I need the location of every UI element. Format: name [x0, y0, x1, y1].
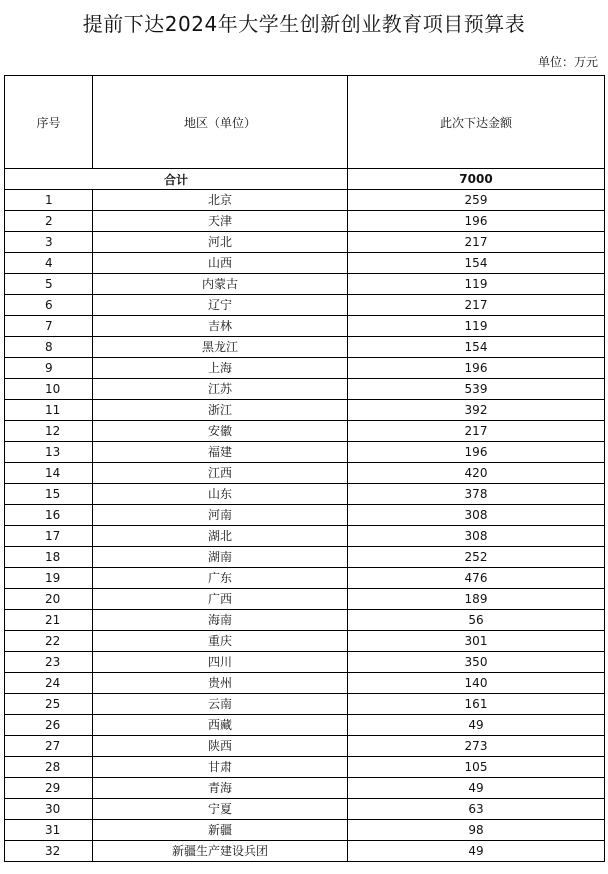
table-body	[5, 169, 605, 862]
region-cell: 北京	[93, 190, 348, 211]
seq-cell: 30	[5, 799, 93, 820]
seq-cell: 11	[5, 400, 93, 421]
amount-cell: 420	[348, 463, 605, 484]
amount-cell: 476	[348, 568, 605, 589]
region-cell: 重庆	[93, 631, 348, 652]
region-cell: 上海	[93, 358, 348, 379]
region-cell: 内蒙古	[93, 274, 348, 295]
table-row	[5, 757, 605, 778]
region-cell: 山东	[93, 484, 348, 505]
table-row	[5, 841, 605, 862]
seq-cell: 27	[5, 736, 93, 757]
seq-cell: 24	[5, 673, 93, 694]
table-row	[5, 505, 605, 526]
seq-cell: 23	[5, 652, 93, 673]
amount-cell: 154	[348, 253, 605, 274]
seq-cell: 28	[5, 757, 93, 778]
header-region: 地区（单位）	[93, 76, 348, 169]
seq-cell: 14	[5, 463, 93, 484]
budget-table	[4, 75, 605, 862]
seq-cell: 16	[5, 505, 93, 526]
table-row	[5, 463, 605, 484]
amount-cell: 63	[348, 799, 605, 820]
amount-cell: 56	[348, 610, 605, 631]
table-row	[5, 526, 605, 547]
table-row	[5, 379, 605, 400]
table-row	[5, 484, 605, 505]
amount-cell: 350	[348, 652, 605, 673]
region-cell: 海南	[93, 610, 348, 631]
page-title: 提前下达2024年大学生创新创业教育项目预算表	[82, 12, 526, 36]
table-row	[5, 673, 605, 694]
amount-cell: 308	[348, 505, 605, 526]
seq-cell: 32	[5, 841, 93, 862]
header-seq: 序号	[5, 76, 93, 169]
region-cell: 江西	[93, 463, 348, 484]
table-row	[5, 652, 605, 673]
region-cell: 安徽	[93, 421, 348, 442]
amount-cell: 161	[348, 694, 605, 715]
amount-cell: 252	[348, 547, 605, 568]
seq-cell: 3	[5, 232, 93, 253]
table-row	[5, 589, 605, 610]
region-cell: 黑龙江	[93, 337, 348, 358]
table-row	[5, 316, 605, 337]
region-cell: 湖北	[93, 526, 348, 547]
amount-cell: 392	[348, 400, 605, 421]
seq-cell: 26	[5, 715, 93, 736]
region-cell: 辽宁	[93, 295, 348, 316]
seq-cell: 12	[5, 421, 93, 442]
amount-cell: 189	[348, 589, 605, 610]
region-cell: 四川	[93, 652, 348, 673]
table-row	[5, 715, 605, 736]
region-cell: 新疆生产建设兵团	[93, 841, 348, 862]
amount-cell: 105	[348, 757, 605, 778]
amount-cell: 259	[348, 190, 605, 211]
region-cell: 河北	[93, 232, 348, 253]
region-cell: 江苏	[93, 379, 348, 400]
amount-cell: 217	[348, 232, 605, 253]
region-cell: 宁夏	[93, 799, 348, 820]
table-row	[5, 190, 605, 211]
region-cell: 天津	[93, 211, 348, 232]
region-cell: 湖南	[93, 547, 348, 568]
table-row	[5, 274, 605, 295]
seq-cell: 15	[5, 484, 93, 505]
seq-cell: 19	[5, 568, 93, 589]
amount-cell: 217	[348, 295, 605, 316]
table-row	[5, 358, 605, 379]
seq-cell: 29	[5, 778, 93, 799]
amount-cell: 217	[348, 421, 605, 442]
total-value: 7000	[348, 169, 605, 190]
amount-cell: 308	[348, 526, 605, 547]
amount-cell: 378	[348, 484, 605, 505]
region-cell: 贵州	[93, 673, 348, 694]
table-row	[5, 631, 605, 652]
amount-cell: 154	[348, 337, 605, 358]
table-row	[5, 400, 605, 421]
seq-cell: 9	[5, 358, 93, 379]
amount-cell: 98	[348, 820, 605, 841]
table-row	[5, 421, 605, 442]
table-row	[5, 442, 605, 463]
amount-cell: 196	[348, 442, 605, 463]
region-cell: 新疆	[93, 820, 348, 841]
table-row	[5, 253, 605, 274]
amount-cell: 119	[348, 316, 605, 337]
amount-cell: 196	[348, 358, 605, 379]
seq-cell: 8	[5, 337, 93, 358]
table-row	[5, 295, 605, 316]
amount-cell: 49	[348, 778, 605, 799]
region-cell: 云南	[93, 694, 348, 715]
region-cell: 河南	[93, 505, 348, 526]
region-cell: 甘肃	[93, 757, 348, 778]
seq-cell: 17	[5, 526, 93, 547]
region-cell: 广西	[93, 589, 348, 610]
seq-cell: 31	[5, 820, 93, 841]
table-row	[5, 820, 605, 841]
header-amount: 此次下达金额	[348, 76, 605, 169]
amount-cell: 49	[348, 715, 605, 736]
amount-cell: 539	[348, 379, 605, 400]
seq-cell: 13	[5, 442, 93, 463]
total-row	[5, 169, 605, 190]
seq-cell: 5	[5, 274, 93, 295]
region-cell: 福建	[93, 442, 348, 463]
seq-cell: 7	[5, 316, 93, 337]
total-label: 合计	[5, 169, 348, 190]
table-row	[5, 547, 605, 568]
region-cell: 吉林	[93, 316, 348, 337]
seq-cell: 20	[5, 589, 93, 610]
amount-cell: 273	[348, 736, 605, 757]
region-cell: 广东	[93, 568, 348, 589]
region-cell: 陕西	[93, 736, 348, 757]
amount-cell: 119	[348, 274, 605, 295]
table-row	[5, 778, 605, 799]
table-row	[5, 694, 605, 715]
table-row	[5, 232, 605, 253]
amount-cell: 49	[348, 841, 605, 862]
amount-cell: 301	[348, 631, 605, 652]
seq-cell: 10	[5, 379, 93, 400]
table-row	[5, 337, 605, 358]
table-row	[5, 610, 605, 631]
table-row	[5, 799, 605, 820]
seq-cell: 2	[5, 211, 93, 232]
seq-cell: 18	[5, 547, 93, 568]
seq-cell: 25	[5, 694, 93, 715]
amount-cell: 196	[348, 211, 605, 232]
table-header-row	[5, 76, 605, 169]
seq-cell: 4	[5, 253, 93, 274]
region-cell: 山西	[93, 253, 348, 274]
table-row	[5, 211, 605, 232]
region-cell: 西藏	[93, 715, 348, 736]
amount-cell: 140	[348, 673, 605, 694]
table-row	[5, 568, 605, 589]
region-cell: 浙江	[93, 400, 348, 421]
seq-cell: 1	[5, 190, 93, 211]
unit-label: 单位：万元	[537, 55, 598, 69]
table-row	[5, 736, 605, 757]
seq-cell: 21	[5, 610, 93, 631]
seq-cell: 6	[5, 295, 93, 316]
seq-cell: 22	[5, 631, 93, 652]
region-cell: 青海	[93, 778, 348, 799]
